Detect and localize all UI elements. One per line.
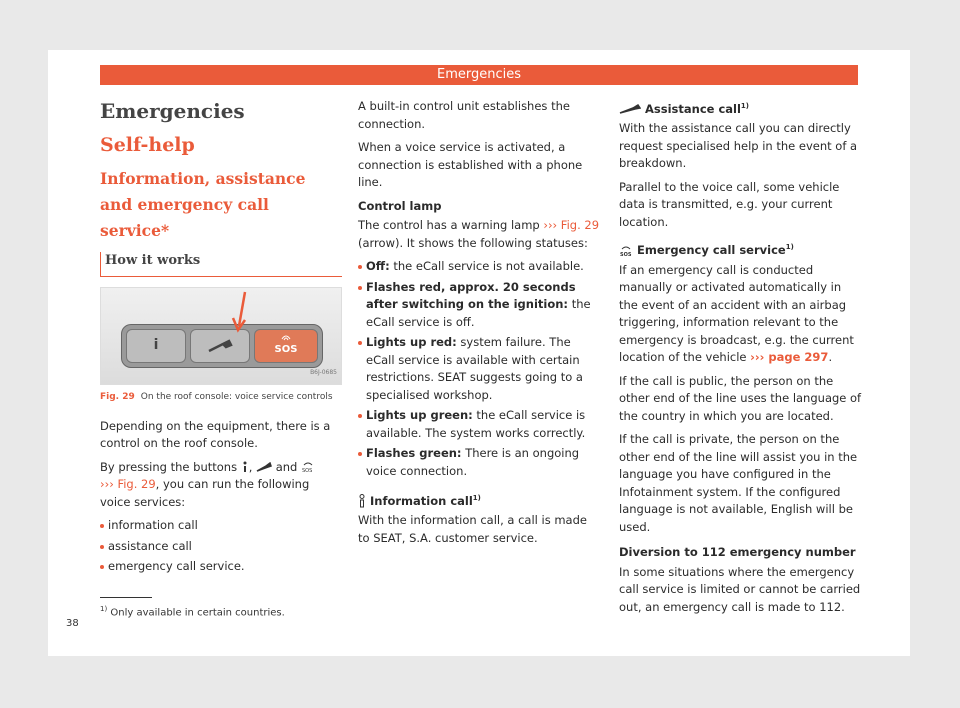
- wrench-icon: [207, 339, 233, 353]
- paragraph: In some situations where the emergency call service is limited or cannot be carried out, an emergency call is made to 112.: [619, 564, 861, 614]
- status-label: Off:: [366, 259, 390, 273]
- control-lamp-heading: Control lamp: [358, 198, 442, 213]
- text: Assistance call: [645, 101, 741, 116]
- figure-code: B6J-0685: [310, 369, 337, 376]
- status-text: There is an ongoing voice connection.: [366, 446, 580, 478]
- sos-key-label: SOS: [274, 343, 298, 355]
- paragraph-emergency: If an emergency call is conducted manually or activated automatically in the event of an accident with an airbag triggering, information relevant to the emergency is broadcast, e.g. the current location of the vehicle ››› page 297.: [619, 262, 854, 365]
- list-item: [358, 279, 602, 332]
- footnote: [100, 605, 285, 618]
- text: Emergency call service: [637, 243, 786, 258]
- status-list: [358, 258, 602, 480]
- voice-services-list: [100, 517, 342, 576]
- caption-text: On the roof console: voice service controls: [140, 391, 333, 402]
- assistance-call-heading: [619, 98, 863, 118]
- paragraph-buttons: By pressing the buttons , and SOS ››› Fig. 29, you can run the following voice services:: [100, 459, 342, 512]
- paragraph-control-lamp: [358, 217, 602, 252]
- warning-lamp-arrow-icon: [231, 290, 251, 334]
- paragraph: Parallel to the voice call, some vehicle data is transmitted, e.g. your current location.: [619, 179, 840, 229]
- text: , you can run the following voice services:: [100, 477, 310, 509]
- text: Information call: [370, 493, 473, 508]
- status-text: system failure. The eCall service is available with certain restrictions. SEAT suggests going to a specialised workshop.: [366, 335, 583, 402]
- footnote-marker: 1): [472, 494, 481, 502]
- paragraph: Depending on the equipment, there is a control on the roof console.: [100, 418, 331, 450]
- sos-icon: [619, 245, 633, 257]
- assistance-button: [190, 329, 250, 363]
- list-item: [358, 334, 602, 404]
- footnote-marker: 1): [785, 243, 794, 252]
- svg-text:SOS: SOS: [620, 251, 632, 257]
- page-title: Emergencies: [100, 99, 245, 123]
- info-icon: [241, 461, 249, 473]
- list-item: [358, 258, 602, 276]
- sos-icon: [301, 461, 315, 473]
- list-item: emergency call service.: [100, 558, 342, 576]
- text: By pressing the buttons: [100, 459, 238, 474]
- subtitle: Self-help: [100, 134, 195, 156]
- column-2: [358, 98, 602, 553]
- status-text: the eCall service is available. The system works correctly.: [366, 408, 586, 440]
- section-title: Information, assistance and emergency call service*: [100, 169, 306, 240]
- paragraph: With the assistance call you can directly request specialised help in the event of a breakdown.: [619, 121, 858, 171]
- status-label: Flashes green:: [366, 446, 462, 460]
- text: If an emergency call is conducted manually or activated automatically in the event of an accident with an airbag triggering, information relevant to the emergency is broadcast, e.g. the current location of the vehicle: [619, 262, 854, 365]
- info-button: [126, 329, 186, 363]
- list-item: assistance call: [100, 538, 342, 556]
- column-3: [619, 98, 863, 622]
- phone-signal-icon: [280, 333, 292, 341]
- page-number: 38: [66, 618, 79, 629]
- emergency-call-heading: [619, 239, 863, 259]
- chapter-banner: Emergencies: [100, 65, 858, 85]
- manual-page: [48, 50, 910, 656]
- status-label: Lights up green:: [366, 408, 473, 422]
- roof-console: [121, 324, 323, 368]
- text: (arrow). It shows the following statuses:: [358, 235, 588, 250]
- footnote-text: Only available in certain countries.: [110, 607, 285, 619]
- status-label: Flashes red, approx. 20 seconds after switching on the ignition:: [366, 279, 576, 311]
- info-call-heading: [358, 490, 602, 510]
- caption-label: Fig. 29: [100, 391, 135, 402]
- column-1: [100, 98, 342, 582]
- info-icon: [358, 494, 366, 508]
- fig-ref-link[interactable]: ››› Fig. 29: [543, 218, 600, 232]
- wrench-icon: [256, 462, 272, 472]
- paragraph: If the call is public, the person on the other end of the line uses the language of the country in which you are located.: [619, 373, 862, 423]
- diversion-heading: Diversion to 112 emergency number: [619, 545, 856, 560]
- paragraph: If the call is private, the person on the other end of the line will assist you in the language you have configured in the Infotainment system. If the configured language is not available, English will be used.: [619, 432, 858, 534]
- sos-button: [254, 329, 318, 363]
- text: The control has a warning lamp: [358, 218, 540, 232]
- figure-roof-console: [100, 287, 342, 385]
- list-item: [358, 445, 602, 480]
- status-text: the eCall service is off.: [366, 297, 591, 329]
- figure-caption: [100, 391, 342, 404]
- footnote-marker: 1): [740, 102, 749, 110]
- list-item: information call: [100, 517, 342, 535]
- svg-text:SOS: SOS: [302, 468, 313, 473]
- wrench-icon: [619, 104, 641, 114]
- footnote-marker: 1): [100, 605, 108, 613]
- text: and: [275, 459, 298, 474]
- list-item: [358, 407, 602, 442]
- paragraph: With the information call, a call is made to SEAT, S.A. customer service.: [358, 513, 587, 545]
- info-key-label: i: [153, 336, 159, 353]
- footnote-divider: [100, 597, 152, 598]
- status-text: the eCall service is not available.: [393, 259, 584, 273]
- how-it-works-heading: How it works: [100, 252, 342, 277]
- status-label: Lights up red:: [366, 335, 457, 349]
- paragraph: A built-in control unit establishes the connection.: [358, 99, 570, 131]
- fig-ref-link[interactable]: ››› Fig. 29: [100, 477, 156, 491]
- page-ref-link[interactable]: ››› page 297: [750, 350, 829, 365]
- paragraph: When a voice service is activated, a connection is established with a phone line.: [358, 140, 583, 189]
